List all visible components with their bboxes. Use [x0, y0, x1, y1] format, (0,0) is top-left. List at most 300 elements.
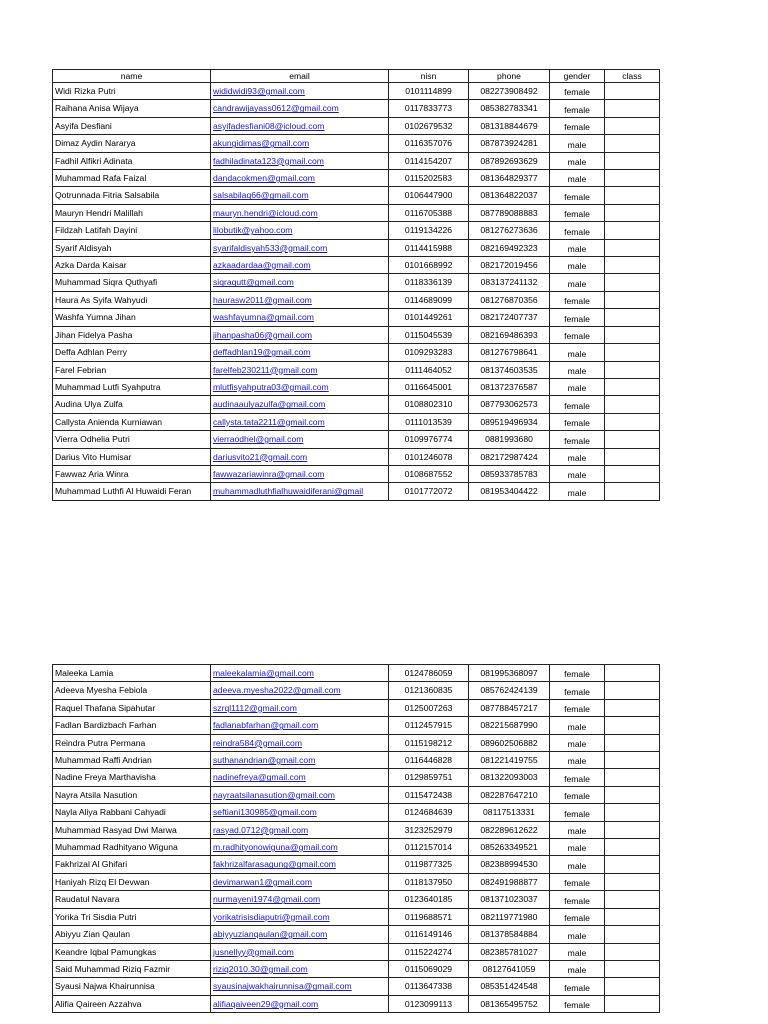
class-cell [605, 309, 660, 326]
class-cell [605, 943, 660, 960]
nisn-cell: 0101668992 [389, 257, 469, 274]
gender-cell: female [550, 187, 605, 204]
name-cell: Alifia Qaireen Azzahva [53, 995, 211, 1012]
phone-cell: 082215687990 [469, 717, 550, 734]
email-link[interactable]: washfayumna@gmail.com [211, 309, 389, 326]
header-gender: gender [550, 70, 605, 83]
email-link[interactable]: haurasw2011@gmail.com [211, 291, 389, 308]
class-cell [605, 699, 660, 716]
class-cell [605, 413, 660, 430]
class-cell [605, 682, 660, 699]
name-cell: Audina Ulya Zulfa [53, 396, 211, 413]
table-row [53, 734, 660, 751]
nisn-cell: 0101449261 [389, 309, 469, 326]
class-cell [605, 665, 660, 682]
header-email: email [211, 70, 389, 83]
nisn-cell: 0109976774 [389, 431, 469, 448]
nisn-cell: 0118137950 [389, 873, 469, 890]
gender-cell: female [550, 291, 605, 308]
phone-cell: 087793062573 [469, 396, 550, 413]
nisn-cell: 0129859751 [389, 769, 469, 786]
class-cell [605, 431, 660, 448]
email-link[interactable]: devimarwan1@gmail.com [211, 873, 389, 890]
table-row [53, 960, 660, 977]
table-row [53, 344, 660, 361]
email-link[interactable]: deffadhlan19@gmail.com [211, 344, 389, 361]
phone-cell: 087789088883 [469, 204, 550, 221]
gender-cell: female [550, 100, 605, 117]
nisn-cell: 0115202583 [389, 170, 469, 187]
email-link[interactable]: nurmayeni1974@gmail.com [211, 891, 389, 908]
phone-cell: 082172407737 [469, 309, 550, 326]
email-link[interactable]: jusnellyy@gmail.com [211, 943, 389, 960]
email-link[interactable]: riziq2010.30@gmail.com [211, 960, 389, 977]
phone-cell: 081374603535 [469, 361, 550, 378]
class-cell [605, 344, 660, 361]
email-link[interactable]: mlutfisyahputra03@gmail.com [211, 378, 389, 395]
header-name: name [53, 70, 211, 83]
class-cell [605, 978, 660, 995]
class-cell [605, 908, 660, 925]
class-cell [605, 274, 660, 291]
gender-cell: male [550, 378, 605, 395]
nisn-cell: 0116645001 [389, 378, 469, 395]
name-cell: Abiyyu Zian Qaulan [53, 926, 211, 943]
name-cell: Fadlan Bardizbach Farhan [53, 717, 211, 734]
class-cell [605, 222, 660, 239]
table-row [53, 908, 660, 925]
phone-cell: 081276798641 [469, 344, 550, 361]
nisn-cell: 0124786059 [389, 665, 469, 682]
gender-cell: female [550, 117, 605, 134]
table-row [53, 891, 660, 908]
gender-cell: male [550, 752, 605, 769]
gender-cell: female [550, 309, 605, 326]
gender-cell: male [550, 734, 605, 751]
name-cell: Fakhrizal Al Ghifari [53, 856, 211, 873]
email-link[interactable]: rasyad.0712@gmail.com [211, 821, 389, 838]
table-row [53, 152, 660, 169]
nisn-cell: 0123099113 [389, 995, 469, 1012]
nisn-cell: 0123640185 [389, 891, 469, 908]
name-cell: Nayra Atsila Nasution [53, 786, 211, 803]
table-row [53, 291, 660, 308]
phone-cell: 0881993680 [469, 431, 550, 448]
table-row [53, 239, 660, 256]
gender-cell: male [550, 239, 605, 256]
table-row [53, 187, 660, 204]
table-row [53, 378, 660, 395]
nisn-cell: 3123252979 [389, 821, 469, 838]
header-class: class [605, 70, 660, 83]
phone-cell: 081372376587 [469, 378, 550, 395]
nisn-cell: 0115069029 [389, 960, 469, 977]
gender-cell: male [550, 135, 605, 152]
name-cell: Yorika Tri Sisdia Putri [53, 908, 211, 925]
gender-cell: female [550, 891, 605, 908]
email-link[interactable]: fawwazariawinra@gmail.com [211, 465, 389, 482]
phone-cell: 081365495752 [469, 995, 550, 1012]
nisn-cell: 0124684639 [389, 804, 469, 821]
gender-cell: male [550, 170, 605, 187]
name-cell: Haura As Syifa Wahyudi [53, 291, 211, 308]
phone-cell: 085263349521 [469, 839, 550, 856]
table-row [53, 752, 660, 769]
class-cell [605, 483, 660, 500]
table-row [53, 100, 660, 117]
table-row [53, 222, 660, 239]
nisn-cell: 0101114899 [389, 83, 469, 100]
table-row [53, 665, 660, 682]
table-row [53, 978, 660, 995]
nisn-cell: 0114415988 [389, 239, 469, 256]
class-cell [605, 960, 660, 977]
table-row [53, 135, 660, 152]
email-link[interactable]: audinaaulyazulfa@gmail.com [211, 396, 389, 413]
email-link[interactable]: syausinajwakhairunnisa@gmail.com [211, 978, 389, 995]
email-link[interactable]: akungidimas@gmail.com [211, 135, 389, 152]
gender-cell: male [550, 448, 605, 465]
class-cell [605, 717, 660, 734]
gender-cell: male [550, 152, 605, 169]
name-cell: Widi Rizka Putri [53, 83, 211, 100]
gender-cell: male [550, 483, 605, 500]
nisn-cell: 0119688571 [389, 908, 469, 925]
email-link[interactable]: mauryn.hendri@icloud.com [211, 204, 389, 221]
phone-cell: 087873924281 [469, 135, 550, 152]
table-row [53, 943, 660, 960]
phone-cell: 081276273636 [469, 222, 550, 239]
class-cell [605, 239, 660, 256]
table-row [53, 204, 660, 221]
table-row [53, 769, 660, 786]
name-cell: Muhammad Luthfi Al Huwaidi Feran [53, 483, 211, 500]
name-cell: Muhammad Radhityano Wiguna [53, 839, 211, 856]
name-cell: Mauryn Hendri Malillah [53, 204, 211, 221]
name-cell: Muhammad Lutfi Syahputra [53, 378, 211, 395]
table-row [53, 431, 660, 448]
table-row [53, 396, 660, 413]
email-link[interactable]: callysta.tata2211@gmail.com [211, 413, 389, 430]
class-cell [605, 821, 660, 838]
phone-cell: 082289612622 [469, 821, 550, 838]
name-cell: Nayla Aliya Rabbani Cahyadi [53, 804, 211, 821]
nisn-cell: 0111013539 [389, 413, 469, 430]
phone-cell: 082172019456 [469, 257, 550, 274]
class-cell [605, 786, 660, 803]
header-nisn: nisn [389, 70, 469, 83]
table-row [53, 926, 660, 943]
nisn-cell: 0117833773 [389, 100, 469, 117]
class-cell [605, 204, 660, 221]
phone-cell: 081364829377 [469, 170, 550, 187]
email-link[interactable]: yorikatrisisdiaputri@gmail.com [211, 908, 389, 925]
name-cell: Dimaz Aydin Nararya [53, 135, 211, 152]
class-cell [605, 187, 660, 204]
table-row [53, 483, 660, 500]
name-cell: Nadine Freya Marthavisha [53, 769, 211, 786]
gender-cell: female [550, 413, 605, 430]
phone-cell: 081221419755 [469, 752, 550, 769]
phone-cell: 08117513331 [469, 804, 550, 821]
email-link[interactable]: fadhiladinata123@gmail.com [211, 152, 389, 169]
class-cell [605, 152, 660, 169]
nisn-cell: 0102679532 [389, 117, 469, 134]
name-cell: Washfa Yumna Jihan [53, 309, 211, 326]
name-cell: Said Muhammad Riziq Fazmir [53, 960, 211, 977]
table-row [53, 786, 660, 803]
class-cell [605, 926, 660, 943]
name-cell: Muhammad Rasyad Dwi Marwa [53, 821, 211, 838]
name-cell: Asyifa Desfiani [53, 117, 211, 134]
name-cell: Syarif Aldisyah [53, 239, 211, 256]
nisn-cell: 0111464052 [389, 361, 469, 378]
header-row [53, 70, 660, 83]
phone-cell: 081322093003 [469, 769, 550, 786]
gender-cell: male [550, 856, 605, 873]
phone-cell: 082169486393 [469, 326, 550, 343]
header-phone: phone [469, 70, 550, 83]
table-row [53, 413, 660, 430]
name-cell: Syausi Najwa Khairunnisa [53, 978, 211, 995]
table-row [53, 995, 660, 1012]
gender-cell: male [550, 274, 605, 291]
name-cell: Maleeka Lamia [53, 665, 211, 682]
table-row [53, 257, 660, 274]
email-link[interactable]: abiyyuzianqaulan@gmail.com [211, 926, 389, 943]
gender-cell: female [550, 804, 605, 821]
phone-cell: 085762424139 [469, 682, 550, 699]
name-cell: Qotrunnada Fitria Salsabila [53, 187, 211, 204]
phone-cell: 082491988877 [469, 873, 550, 890]
name-cell: Muhammad Rafa Faizal [53, 170, 211, 187]
phone-cell: 083137241132 [469, 274, 550, 291]
nisn-cell: 0113647338 [389, 978, 469, 995]
email-link[interactable]: m.radhityonowiguna@gmail.com [211, 839, 389, 856]
name-cell: Deffa Adhlan Perry [53, 344, 211, 361]
class-cell [605, 361, 660, 378]
class-cell [605, 995, 660, 1012]
nisn-cell: 0101246078 [389, 448, 469, 465]
table-row [53, 717, 660, 734]
gender-cell: female [550, 204, 605, 221]
phone-cell: 082388994530 [469, 856, 550, 873]
phone-cell: 081371023037 [469, 891, 550, 908]
name-cell: Raudatul Navara [53, 891, 211, 908]
table-row [53, 804, 660, 821]
phone-cell: 081995368097 [469, 665, 550, 682]
table-body [53, 665, 660, 1013]
nisn-cell: 0121360835 [389, 682, 469, 699]
class-cell [605, 839, 660, 856]
gender-cell: female [550, 665, 605, 682]
email-link[interactable]: fadlanabfarhan@gmail.com [211, 717, 389, 734]
email-link[interactable]: reindra584@gmail.com [211, 734, 389, 751]
class-cell [605, 873, 660, 890]
phone-cell: 087892693629 [469, 152, 550, 169]
class-cell [605, 856, 660, 873]
email-link[interactable]: alifiaqaiveen29@gmail.com [211, 995, 389, 1012]
name-cell: Darius Vito Humisar [53, 448, 211, 465]
phone-cell: 081364822037 [469, 187, 550, 204]
phone-cell: 087788457217 [469, 699, 550, 716]
email-link[interactable]: syarifaldisyah533@gmail.com [211, 239, 389, 256]
table-row [53, 465, 660, 482]
class-cell [605, 100, 660, 117]
student-table-2 [52, 664, 660, 1013]
class-cell [605, 734, 660, 751]
phone-cell: 085933785783 [469, 465, 550, 482]
nisn-cell: 0112157014 [389, 839, 469, 856]
phone-cell: 085382783341 [469, 100, 550, 117]
gender-cell: female [550, 873, 605, 890]
gender-cell: female [550, 396, 605, 413]
email-link[interactable]: wididwidi93@gmail.com [211, 83, 389, 100]
table-row [53, 682, 660, 699]
class-cell [605, 769, 660, 786]
nisn-cell: 0106447900 [389, 187, 469, 204]
email-link[interactable]: vierraodhel@gmail.com [211, 431, 389, 448]
name-cell: Adeeva Myesha Febiola [53, 682, 211, 699]
gender-cell: male [550, 257, 605, 274]
class-cell [605, 170, 660, 187]
name-cell: Fadhil Alfikri Adinata [53, 152, 211, 169]
class-cell [605, 891, 660, 908]
gender-cell: male [550, 361, 605, 378]
email-link[interactable]: salsabilaq66@gmail.com [211, 187, 389, 204]
nisn-cell: 0116357076 [389, 135, 469, 152]
name-cell: Muhammad Raffi Andrian [53, 752, 211, 769]
table-row [53, 326, 660, 343]
gender-cell: male [550, 926, 605, 943]
nisn-cell: 0108802310 [389, 396, 469, 413]
gender-cell: male [550, 344, 605, 361]
nisn-cell: 0116149146 [389, 926, 469, 943]
name-cell: Raquel Thafana Sipahutar [53, 699, 211, 716]
email-link[interactable]: nayraatsilanasution@gmail.com [211, 786, 389, 803]
nisn-cell: 0114689099 [389, 291, 469, 308]
phone-cell: 082119771980 [469, 908, 550, 925]
name-cell: Azka Darda Kaisar [53, 257, 211, 274]
email-link[interactable]: jihanpasha06@gmail.com [211, 326, 389, 343]
phone-cell: 081318844679 [469, 117, 550, 134]
class-cell [605, 257, 660, 274]
table-row [53, 170, 660, 187]
email-link[interactable]: seftiani130985@gmail.com [211, 804, 389, 821]
email-link[interactable]: szrql1112@gmail.com [211, 699, 389, 716]
gender-cell: male [550, 960, 605, 977]
phone-cell: 085351424548 [469, 978, 550, 995]
table-row [53, 821, 660, 838]
name-cell: Muhammad Siqra Quthyafi [53, 274, 211, 291]
email-link[interactable]: fakhrizalfarasagung@gmail.com [211, 856, 389, 873]
class-cell [605, 396, 660, 413]
email-link[interactable]: nadinefreya@gmail.com [211, 769, 389, 786]
table-row [53, 873, 660, 890]
table-row [53, 83, 660, 100]
email-link[interactable]: adeeva.myesha2022@gmail.com [211, 682, 389, 699]
student-table-1 [52, 69, 660, 501]
nisn-cell: 0125007263 [389, 699, 469, 716]
phone-cell: 08127641059 [469, 960, 550, 977]
email-link[interactable]: muhammadluthfialhuwaidiferani@gmail [211, 483, 389, 500]
table-row [53, 448, 660, 465]
phone-cell: 089519496934 [469, 413, 550, 430]
gender-cell: female [550, 682, 605, 699]
email-link[interactable]: dandacokmen@gmail.com [211, 170, 389, 187]
gender-cell: male [550, 839, 605, 856]
nisn-cell: 0109293283 [389, 344, 469, 361]
nisn-cell: 0115198212 [389, 734, 469, 751]
class-cell [605, 465, 660, 482]
nisn-cell: 0101772072 [389, 483, 469, 500]
gender-cell: male [550, 717, 605, 734]
table-row [53, 856, 660, 873]
table-row [53, 699, 660, 716]
gender-cell: female [550, 908, 605, 925]
nisn-cell: 0118336139 [389, 274, 469, 291]
gender-cell: female [550, 326, 605, 343]
gender-cell: female [550, 786, 605, 803]
name-cell: Farel Febrian [53, 361, 211, 378]
email-link[interactable]: azkaadardaa@gmail.com [211, 257, 389, 274]
name-cell: Callysta Anienda Kurniawan [53, 413, 211, 430]
table-row [53, 117, 660, 134]
name-cell: Fawwaz Aria Winra [53, 465, 211, 482]
nisn-cell: 0116446828 [389, 752, 469, 769]
phone-cell: 082169492323 [469, 239, 550, 256]
class-cell [605, 83, 660, 100]
gender-cell: female [550, 699, 605, 716]
class-cell [605, 448, 660, 465]
gender-cell: female [550, 222, 605, 239]
gender-cell: male [550, 821, 605, 838]
class-cell [605, 804, 660, 821]
email-link[interactable]: lilobutik@yahoo.com [211, 222, 389, 239]
name-cell: Vierra Odhelia Putri [53, 431, 211, 448]
email-link[interactable]: siqraqutt@gmail.com [211, 274, 389, 291]
gender-cell: male [550, 465, 605, 482]
class-cell [605, 326, 660, 343]
gender-cell: female [550, 769, 605, 786]
nisn-cell: 0114154207 [389, 152, 469, 169]
name-cell: Haniyah Rizq El Devwan [53, 873, 211, 890]
class-cell [605, 291, 660, 308]
nisn-cell: 0115472438 [389, 786, 469, 803]
phone-cell: 082273908492 [469, 83, 550, 100]
name-cell: Keandre Iqbal Pamungkas [53, 943, 211, 960]
nisn-cell: 0115045539 [389, 326, 469, 343]
nisn-cell: 0119877325 [389, 856, 469, 873]
name-cell: Reindra Putra Permana [53, 734, 211, 751]
phone-cell: 081953404422 [469, 483, 550, 500]
class-cell [605, 378, 660, 395]
phone-cell: 089602506882 [469, 734, 550, 751]
phone-cell: 082385781027 [469, 943, 550, 960]
email-link[interactable]: suthanandrian@gmail.com [211, 752, 389, 769]
email-link[interactable]: asyifadesfiani08@icloud.com [211, 117, 389, 134]
name-cell: Jihan Fidelya Pasha [53, 326, 211, 343]
email-link[interactable]: dariusvito21@gmail.com [211, 448, 389, 465]
gender-cell: female [550, 431, 605, 448]
gender-cell: female [550, 995, 605, 1012]
email-link[interactable]: farelfeb230211@gmail.com [211, 361, 389, 378]
nisn-cell: 0116705388 [389, 204, 469, 221]
class-cell [605, 752, 660, 769]
email-link[interactable]: candrawijayass0612@gmail.com [211, 100, 389, 117]
nisn-cell: 0119134226 [389, 222, 469, 239]
email-link[interactable]: maleekalamia@gmail.com [211, 665, 389, 682]
